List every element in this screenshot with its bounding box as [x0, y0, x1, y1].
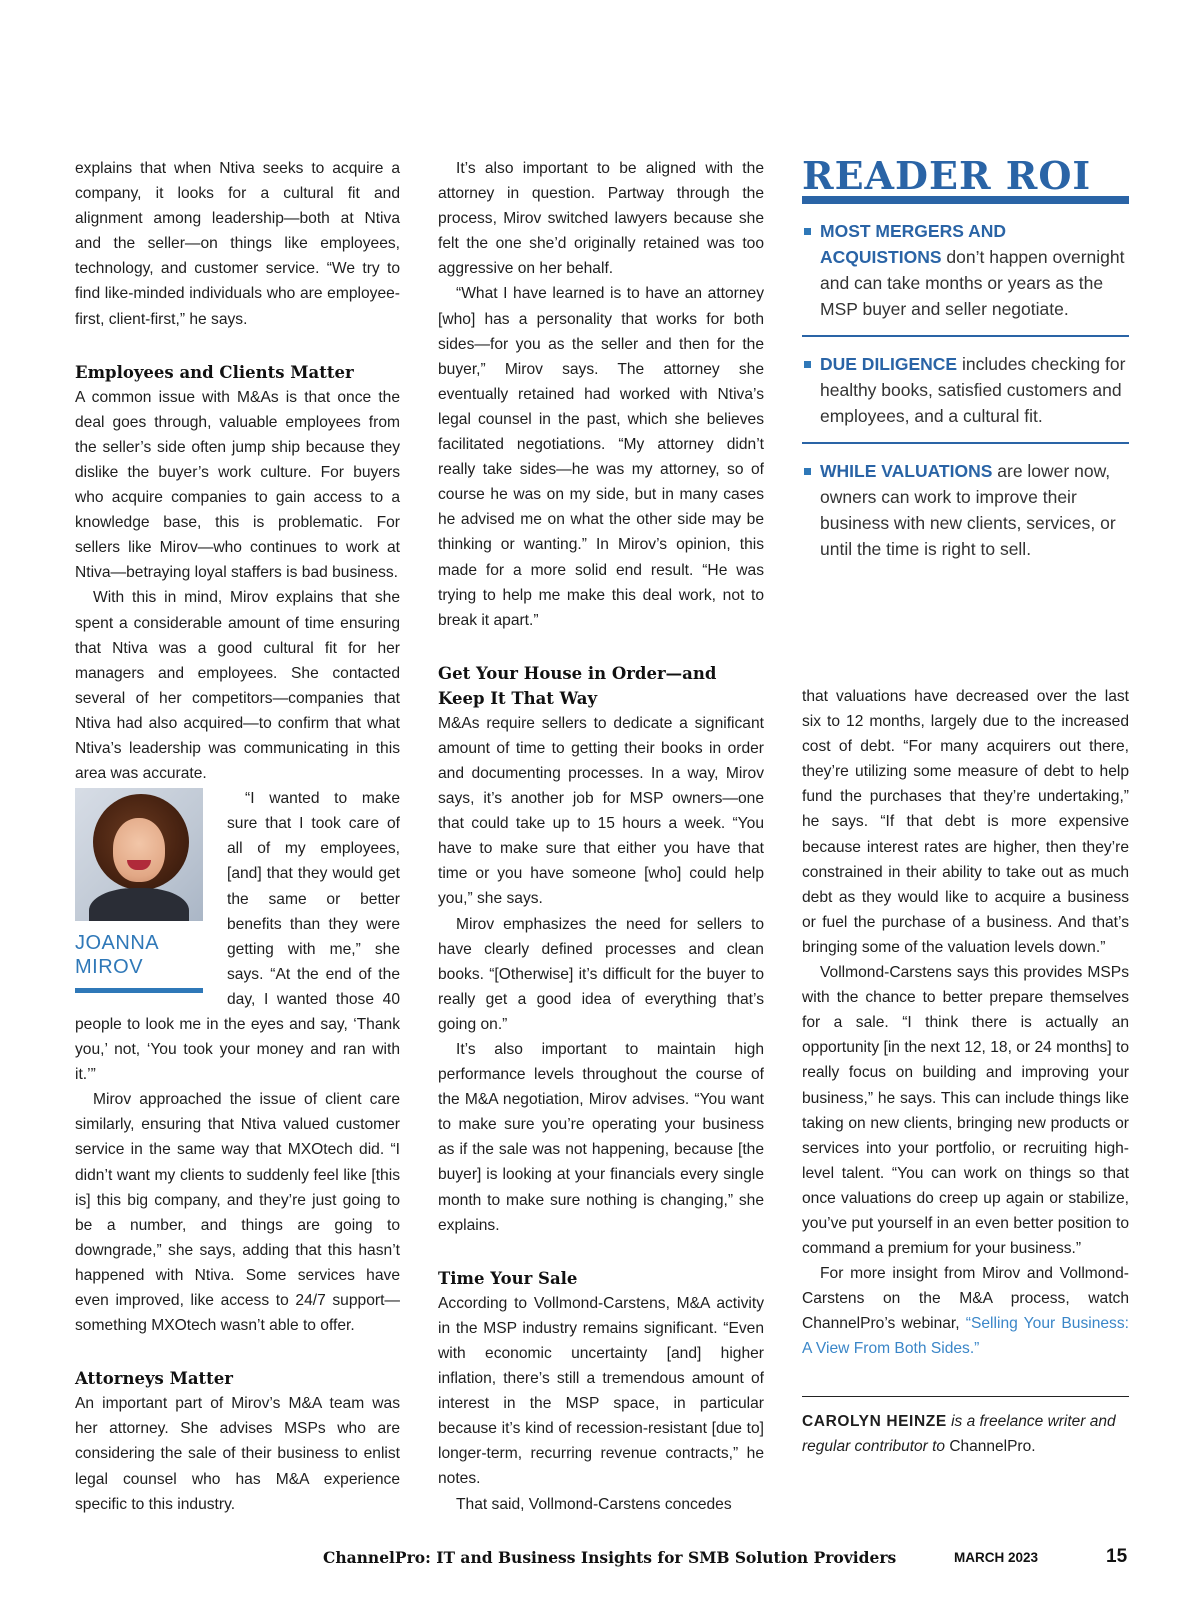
square-bullet-icon — [804, 361, 811, 368]
roi-title: READER ROI — [802, 156, 1129, 204]
article-column-2 — [438, 156, 764, 1517]
article-column-1 — [75, 156, 400, 1517]
square-bullet-icon — [804, 228, 811, 235]
author-photo-block — [75, 788, 215, 993]
paragraph: that valuations have decreased over the last six to 12 months, largely due to the increased cost of debt. “For many acquirers out there, they’re utilizing some measure of debt to help fund the purchases that they’re undertaking,” he says. “If that debt is more expensive because interest rates are higher, then they’re constrained in their ability to take out as much debt as they would like to acquire a business or fuel the purchase of a business. And that’s bringing some of the valuation levels down.” — [802, 688, 1129, 956]
paragraph: “What I have learned is to have an attorney [who] has a personality that works for both sides—for you as the seller and then for the buyer,” Mirov says. The attorney she eventually retained had worked with Ntiva’s legal counsel in the past, which she believes facilitated negotiations. “My attorney didn’t really take sides—he was my attorney, so of course he was on my side, but in many cases he advised me on what the other side may be thinking or wanting.” In Mirov’s opinion, this made for a more solid end result. “He was trying to help me make this deal work, not to break it apart.” — [438, 285, 764, 629]
paragraph: It’s also important to maintain high performance levels throughout the course of the M&A negotiation, Mirov advises. “You want to make sure you’re operating your business as if the sale was not happening, because [the buyer] is looking at your financials every single month to make sure nothing is changing,” she explains. — [438, 1041, 764, 1234]
byline-author-name: CAROLYN HEINZE — [802, 1412, 947, 1430]
roi-item-lead: MOST MERGERS AND ACQUISTIONS — [820, 221, 1007, 267]
caption-first-name: JOANNA — [75, 932, 160, 955]
paragraph: It’s also important to be aligned with the attorney in question. Partway through the process, Mirov switched lawyers because she felt the one she’d originally retained was too aggressive on her behalf. — [438, 160, 764, 278]
paragraph: That said, Vollmond-Carstens concedes — [456, 1495, 732, 1513]
page-number: 15 — [1106, 1546, 1128, 1567]
section-heading: Employees and Clients Matter — [75, 362, 354, 382]
page-footer — [0, 1548, 1200, 1572]
section-heading: Attorneys Matter — [75, 1369, 233, 1389]
photo-caption — [75, 931, 215, 979]
paragraph-text: For more insight from Mirov and Vollmond-Carstens on the M&A process, watch ChannelPro’s webinar, — [802, 1265, 1129, 1333]
paragraph: explains that when Ntiva seeks to acquire a company, it looks for a cultural fit and alignment among leadership—both at Ntiva and the seller—on things like employees, technology, and customer service. “We try to find like-minded individuals who are employee-first, client-first,” he says. — [75, 160, 400, 328]
byline-description: is a freelance writer and regular contributor to — [802, 1412, 1116, 1455]
footer-date: MARCH 2023 — [954, 1550, 1039, 1565]
roi-item — [802, 337, 1129, 444]
caption-rule — [75, 988, 203, 993]
paragraph: Mirov approached the issue of client care similarly, ensuring that Ntiva valued customer service in the same way that MXOtech did. “I didn’t want my clients to suddenly feel like [this is] this big company, and they’re just going to be a number, and things are going to downgrade,” she says, adding that this hasn’t happened with Ntiva. Some services have even improved, like access to 24/7 support—something MXOtech wasn’t able to offer. — [75, 1091, 400, 1335]
roi-item-text: don’t happen overnight and can take months or years as the MSP buyer and seller negotiate. — [820, 247, 1125, 319]
caption-last-name: MIROV — [75, 956, 144, 979]
author-byline — [802, 1396, 1129, 1459]
footer-publication: ChannelPro: IT and Business Insights for SMB Solution Providers — [323, 1548, 897, 1567]
section-heading: Get Your House in Order—and Keep It That Way — [438, 663, 717, 708]
paragraph: With this in mind, Mirov explains that she spent a considerable amount of time ensuring that Ntiva was a good cultural fit for her managers and employees. She contacted several of her competitors—companies that Ntiva had also acquired—to confirm that what Ntiva’s leadership was communicating in this area was accurate. — [75, 589, 400, 783]
reader-roi-box — [802, 153, 1129, 575]
paragraph: An important part of Mirov’s M&A team was her attorney. She advises MSPs who are considering the sale of their business to enlist legal counsel who has M&A experience specific to this industry. — [75, 1395, 400, 1513]
roi-item — [802, 444, 1129, 575]
byline-publication: ChannelPro. — [949, 1437, 1036, 1455]
paragraph: M&As require sellers to dedicate a significant amount of time to getting their books in order and documenting processes. In a way, Mirov says, it’s another job for MSP owners—one that could take up to 15 hours a week. “You have to make sure that either you have that time or you have someone [who] could help you,” she says. — [438, 714, 764, 908]
portrait-photo — [75, 788, 203, 921]
paragraph: “I wanted to make sure that I took care of all of my employees, [and] that they would get the same or better benefits than they were getting with me,” she says. “At the end of the day, I wanted those 40 people to look me in the eyes and say, ‘Thank you,’ not, ‘You took your money and ran with it.’” — [75, 790, 400, 1084]
webinar-link[interactable]: “Selling Your Business: A View From Both Sides.” — [802, 1315, 1129, 1358]
roi-item-lead: DUE DILIGENCE — [820, 354, 958, 374]
paragraph: Vollmond-Carstens says this provides MSPs with the chance to better prepare themselves for a sale. “I think there is actually an opportunity [in the next 12, 18, or 24 months] to really focus on building and improving your business,” he says. This can include things like taking on new clients, bringing new products or services into your portfolio, or recruiting high-level talent. “You can work on things so that once valuations do creep up again or stabilize, you’ve put yourself in an even better position to command a premium for your business.” — [802, 964, 1129, 1258]
paragraph: According to Vollmond-Carstens, M&A activity in the MSP industry remains significant. “Even with economic uncertainty [and] higher inflation, there’s still a tremendous amount of interest in the MSP space, in particular because it’s kind of recession-resistant [due to] longer-term, recurring revenue contracts,” he notes. — [438, 1294, 764, 1488]
paragraph — [802, 1261, 1129, 1361]
roi-item — [802, 204, 1129, 337]
square-bullet-icon — [804, 468, 811, 475]
section-heading: Time Your Sale — [438, 1268, 578, 1288]
roi-item-lead: WHILE VALUATIONS — [820, 461, 993, 481]
paragraph: Mirov emphasizes the need for sellers to have clearly defined processes and clean books. “[Otherwise] it’s difficult for the buyer to really get a good idea of everything that’s going on.” — [438, 915, 764, 1033]
roi-item-text: are lower now, owners can work to improve their business with new clients, services, or until the time is right to sell. — [820, 461, 1116, 559]
article-column-3 — [802, 684, 1129, 1459]
paragraph: A common issue with M&As is that once the deal goes through, valuable employees from the seller’s side often jump ship because they dislike the buyer’s work culture. For buyers who acquire companies to gain access to a knowledge base, this is problematic. For sellers like Mirov—who continues to work at Ntiva—betraying loyal staffers is bad business. — [75, 388, 400, 582]
roi-item-text: includes checking for healthy books, satisfied customers and employees, and a cultural fit. — [820, 354, 1126, 426]
